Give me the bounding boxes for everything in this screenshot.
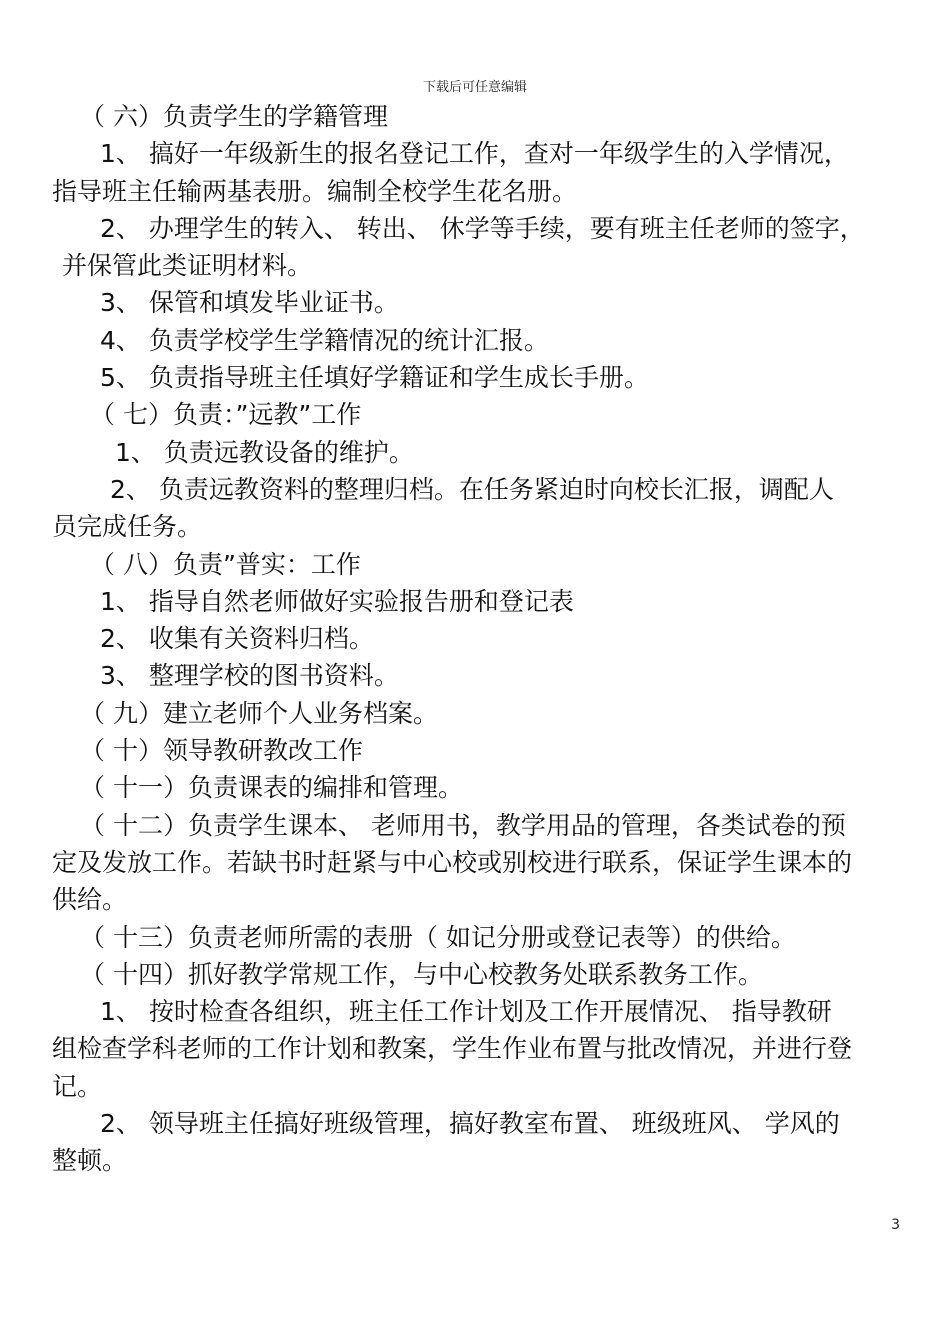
- page-header: 下载后可任意编辑: [422, 80, 527, 95]
- text-continuation: 供给。: [52, 885, 128, 915]
- list-item: 2、 收集有关资料归档。: [100, 624, 374, 654]
- section-heading: （ 十二）负责学生课本、 老师用书，教学用品的管理，各类试卷的预: [80, 810, 846, 840]
- list-item: 1、 负责远教设备的维护。: [115, 437, 414, 467]
- list-item: 5、 负责指导班主任填好学籍证和学生成长手册。: [100, 363, 649, 393]
- text-continuation: 组检查学科老师的工作计划和教案，学生作业布置与批改情况，并进行登: [52, 1034, 853, 1064]
- list-item: 3、 整理学校的图书资料。: [100, 661, 399, 691]
- list-item: 1、 按时检查各组织，班主任工作计划及工作开展情况、 指导教研: [100, 997, 832, 1027]
- text-continuation: 整顿。: [52, 1146, 128, 1176]
- list-item: 2、 负责远教资料的整理归档。在任务紧迫时向校长汇报，调配人: [110, 474, 834, 504]
- section-heading: （ 十三）负责老师所需的表册（ 如记分册或登记表等）的供给。: [80, 922, 796, 952]
- text-continuation: 员完成任务。: [52, 512, 203, 542]
- list-item: 4、 负责学校学生学籍情况的统计汇报。: [100, 325, 549, 355]
- page-number: 3: [891, 1217, 900, 1233]
- list-item: 3、 保管和填发毕业证书。: [100, 288, 399, 318]
- section-heading: （ 七）负责：”远教”工作: [90, 400, 362, 430]
- list-item: 2、 办理学生的转入、 转出、 休学等手续，要有班主任老师的签字，: [100, 213, 865, 243]
- section-heading: （ 十一）负责课表的编排和管理。: [80, 773, 463, 803]
- text-continuation: 定及发放工作。若缺书时赶紧与中心校或别校进行联系，保证学生课本的: [52, 847, 853, 877]
- section-heading: （ 六）负责学生的学籍管理: [80, 102, 388, 131]
- text-continuation: 指导班主任输两基表册。编制全校学生花名册。: [52, 176, 578, 206]
- list-item: 2、 领导班主任搞好班级管理，搞好教室布置、 班级班风、 学风的: [100, 1109, 840, 1139]
- list-item: 1、 指导自然老师做好实验报告册和登记表: [100, 586, 574, 616]
- text-continuation: 记。: [52, 1071, 103, 1101]
- list-item: 1、 搞好一年级新生的报名登记工作，查对一年级学生的入学情况，: [100, 139, 849, 169]
- section-heading: （ 十四）抓好教学常规工作，与中心校教务处联系教务工作。: [80, 959, 763, 989]
- section-heading: （ 十）领导教研教改工作: [80, 736, 363, 766]
- section-heading: （ 八）负责”普实：工作: [90, 549, 361, 579]
- section-heading: （ 九）建立老师个人业务档案。: [80, 698, 438, 728]
- text-continuation: 并保管此类证明材料。: [62, 251, 313, 281]
- document-body: [52, 98, 912, 1180]
